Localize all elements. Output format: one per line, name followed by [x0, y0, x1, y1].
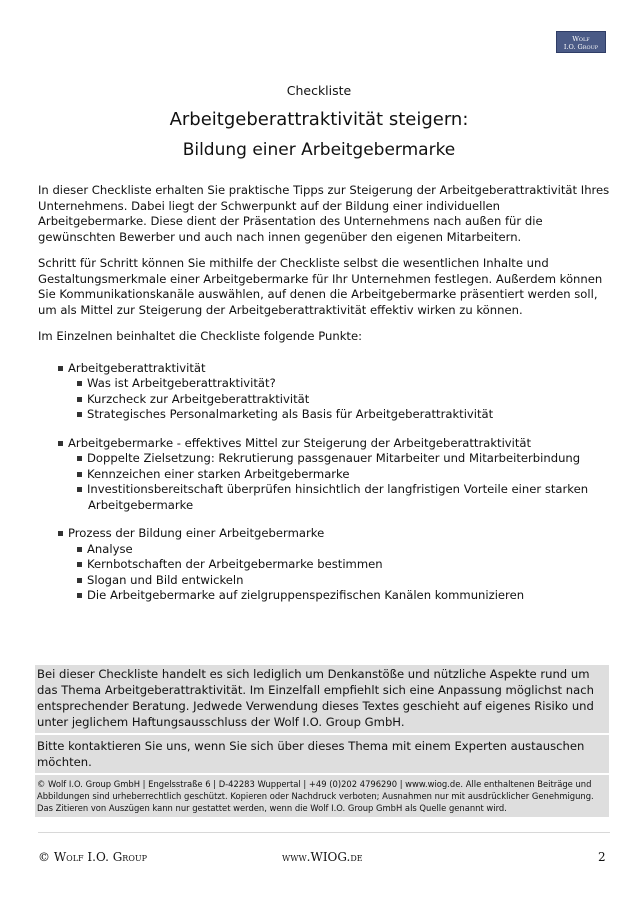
- logo-line1: Wolf: [572, 35, 590, 43]
- list-item: Kennzeichen einer starken Arbeitgebermarke: [77, 467, 610, 483]
- page-number: 2: [598, 850, 606, 864]
- list-item: Investitionsbereitschaft überprüfen hinsichtlich der langfristigen Vorteile einer starken Arbeitgebermarke: [77, 482, 610, 513]
- list-item: Kernbotschaften der Arbeitgebermarke bestimmen: [77, 557, 610, 573]
- company-logo: [556, 31, 606, 53]
- bullet-icon: [77, 547, 82, 552]
- intro-paragraph: In dieser Checkliste erhalten Sie praktische Tipps zur Steigerung der Arbeitgeberattraktivität Ihres Unternehmens. Dabei liegt der Schwerpunkt auf der Bildung einer individuellen Arbeitgebermarke. Diese dient der Präsentation des Unternehmens nach außen für die gewünschten Bewerber und auch nach innen gegenüber den eigenen Mitarbeitern.: [38, 183, 610, 244]
- main-content: [38, 183, 610, 617]
- bullet-icon: [77, 412, 82, 417]
- page-subtitle: Bildung einer Arbeitgebermarke: [182, 140, 456, 160]
- list-item: Kurzcheck zur Arbeitgeberattraktivität: [77, 392, 610, 408]
- footer-copyright: © Wolf I.O. Group: [38, 850, 147, 864]
- checklist-topics: [38, 361, 610, 604]
- bullet-icon: [77, 472, 82, 477]
- bullet-icon: [77, 562, 82, 567]
- bullet-icon: [58, 531, 63, 536]
- list-item: Die Arbeitgebermarke auf zielgruppenspezifischen Kanälen kommunizieren: [77, 588, 610, 604]
- topic-label: Arbeitgeberattraktivität: [68, 360, 206, 375]
- topic-label: Arbeitgebermarke - effektives Mittel zur Steigerung der Arbeitgeberattraktivität: [68, 435, 532, 450]
- bullet-icon: [58, 366, 63, 371]
- copyright-text: © Wolf I.O. Group GmbH | Engelsstraße 6 | D-42283 Wuppertal | +49 (0)202 4796290 | www.wiog.de. Alle enthaltenen Beiträge und Abbildungen sind urheberrechtlich geschützt. Kopieren oder Nachdruck verboten; Ausnahmen nur mit ausdrücklicher Genehmigung. Das Zitieren von Auszügen kann nur gestattet werden, wenn die Wolf I.O. Group GmbH als Quelle genannt wird.: [37, 779, 594, 813]
- bullet-icon: [77, 578, 82, 583]
- bullet-icon: [77, 397, 82, 402]
- list-item: Doppelte Zielsetzung: Rekrutierung passgenauer Mitarbeiter und Mitarbeiterbindung: [77, 451, 610, 467]
- footer-website-link[interactable]: www.WIOG.de: [282, 850, 363, 864]
- disclaimer-text: Bei dieser Checkliste handelt es sich lediglich um Denkanstöße und nützliche Aspekte rund um das Thema Arbeitgeberattraktivität. Im Einzelfall empfiehlt sich eine Anpassung möglichst nach entsprechender Beratung. Jedwede Verwendung dieses Textes geschieht auf eigenes Risiko und unter jeglichem Haftungsausschluss der Wolf I.O. Group GmbH.: [35, 665, 609, 735]
- topic-prozess: [58, 526, 610, 604]
- topic-label: Prozess der Bildung einer Arbeitgebermarke: [68, 526, 325, 540]
- list-item: Strategisches Personalmarketing als Basis für Arbeitgeberattraktivität: [77, 407, 610, 423]
- steps-paragraph: Schritt für Schritt können Sie mithilfe der Checkliste selbst die wesentlichen Inhalte und Gestaltungsmerkmale einer Arbeitgebermarke für Ihr Unternehmen festlegen. Außerdem können Sie Kommunikationskanäle auswählen, auf denen die Arbeitgebermarke präsentiert werden soll, um als Mittel zur Steigerung der Arbeitgeberattraktivität effektiv wirken zu können.: [38, 256, 603, 317]
- points-intro: Im Einzelnen beinhaltet die Checkliste folgende Punkte:: [38, 329, 362, 343]
- list-item: Slogan und Bild entwickeln: [77, 573, 610, 589]
- topic-arbeitgebermarke: [58, 436, 610, 514]
- footer-divider: [38, 832, 610, 833]
- bullet-icon: [58, 441, 63, 446]
- bullet-icon: [77, 487, 82, 492]
- bullet-icon: [77, 456, 82, 461]
- bullet-icon: [77, 593, 82, 598]
- page-title: Arbeitgeberattraktivität steigern:: [169, 109, 469, 130]
- contact-text: Bitte kontaktieren Sie uns, wenn Sie sich über dieses Thema mit einem Experten austauschen möchten.: [35, 735, 609, 775]
- bullet-icon: [77, 381, 82, 386]
- logo-line2: I.O. Group: [563, 43, 599, 51]
- list-item: Analyse: [77, 542, 610, 558]
- topic-attraktivitaet: [58, 361, 610, 423]
- document-kicker: Checkliste: [286, 83, 352, 98]
- list-item: Was ist Arbeitgeberattraktivität?: [77, 376, 610, 392]
- notice-box: [35, 665, 609, 817]
